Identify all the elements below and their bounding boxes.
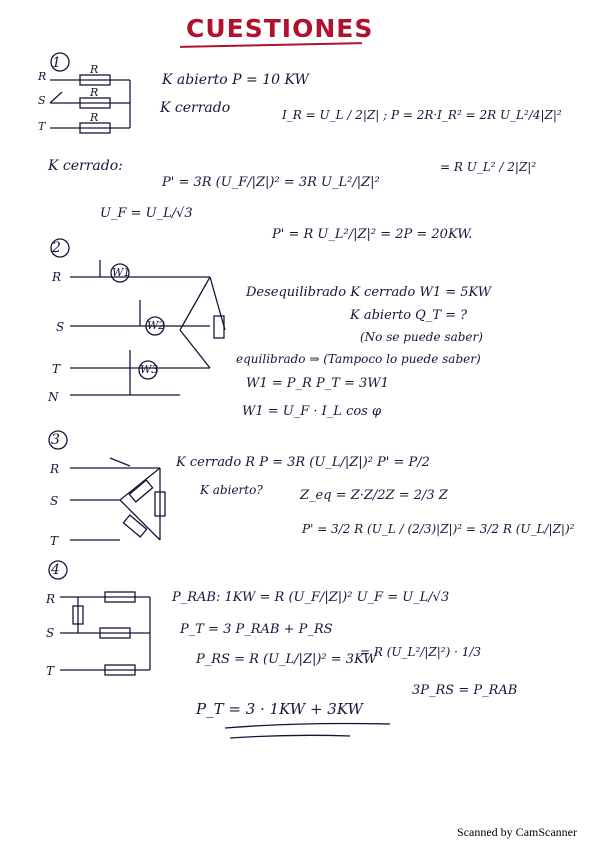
q2-meter-w1: W1: [112, 266, 131, 279]
q2-line3: (No se puede saber): [360, 330, 483, 344]
q4-circuit: [60, 592, 150, 675]
q4-line5: P_T = 3 · 1KW + 3KW: [196, 700, 363, 718]
q1-eq3: U_F = U_L/√3: [100, 206, 193, 221]
q2-number: 2: [52, 240, 61, 256]
q1-number: 1: [52, 55, 61, 71]
q4-line3b: = R (U_L²/|Z|²) · 1/3: [360, 645, 482, 659]
q4-line3: P_RS = R (U_L/|Z|)² = 3KW: [196, 652, 377, 667]
q2-line4: equilibrado ⇒ (Tampoco lo puede saber): [236, 352, 481, 366]
q1-eq1: I_R = U_L / 2|Z| ; P = 2R·I_R² = 2R U_L²/4|Z|²: [282, 108, 562, 122]
q1-res-label: R: [90, 111, 99, 124]
q3-line3: Z_eq = Z·Z/2Z = 2/3 Z: [300, 488, 448, 503]
q3-label-t: T: [50, 534, 59, 548]
q1-res-label: R: [90, 86, 99, 99]
q1-line1: K abierto P = 10 KW: [162, 72, 309, 88]
q2-label-r: R: [52, 270, 62, 284]
page-title: CUESTIONES: [186, 14, 374, 43]
q4-label-t: T: [46, 664, 55, 678]
q3-number: 3: [51, 432, 60, 448]
q3-line1: K cerrado R P = 3R (U_L/|Z|)² P' = P/2: [176, 455, 430, 470]
q2-label-s: S: [56, 320, 65, 334]
q2-meter-w3: W3: [140, 363, 159, 376]
result-underline: [225, 724, 390, 729]
q1-label-r: R: [38, 70, 47, 83]
q3-label-r: R: [50, 462, 60, 476]
q2-label-n: N: [48, 390, 59, 404]
q1-res-label: R: [90, 63, 99, 76]
q4-line2: P_T = 3 P_RAB + P_RS: [180, 622, 333, 637]
q4-label-r: R: [46, 592, 56, 606]
q2-line1: Desequilibrado K cerrado W1 = 5KW: [246, 285, 492, 300]
q2-line6: W1 = U_F · I_L cos φ: [242, 404, 382, 419]
q4-number: 4: [51, 562, 60, 578]
q1-label-s: S: [38, 94, 46, 107]
q1-label-t: T: [38, 120, 46, 133]
q3-circuit: [70, 458, 165, 540]
q1-line2: K cerrado: [160, 100, 231, 116]
q2-label-t: T: [52, 362, 61, 376]
q2-line2: K abierto Q_T = ?: [350, 308, 468, 323]
q3-line4: P' = 3/2 R (U_L / (2/3)|Z|)² = 3/2 R (U_L/|Z|)²: [302, 522, 575, 536]
q4-line4: 3P_RS = P_RAB: [412, 683, 518, 698]
q1-line3: K cerrado:: [48, 158, 123, 174]
q1-circuit: [50, 75, 130, 133]
q3-label-s: S: [50, 494, 59, 508]
scanner-watermark: Scanned by CamScanner: [457, 825, 577, 839]
q2-line5: W1 = P_R P_T = 3W1: [246, 376, 389, 391]
q4-line1: P_RAB: 1KW = R (U_F/|Z|)² U_F = U_L/√3: [172, 590, 450, 605]
q2-meter-w2: W2: [147, 319, 166, 332]
q4-label-s: S: [46, 626, 55, 640]
q1-eq1b: = R U_L² / 2|Z|²: [440, 160, 537, 174]
q1-eq4: P' = R U_L²/|Z|² = 2P = 20KW.: [272, 227, 473, 242]
q3-line2: K abierto?: [200, 483, 263, 497]
q1-eq2: P' = 3R (U_F/|Z|)² = 3R U_L²/|Z|²: [162, 175, 380, 190]
result-underline-2: [230, 735, 350, 738]
